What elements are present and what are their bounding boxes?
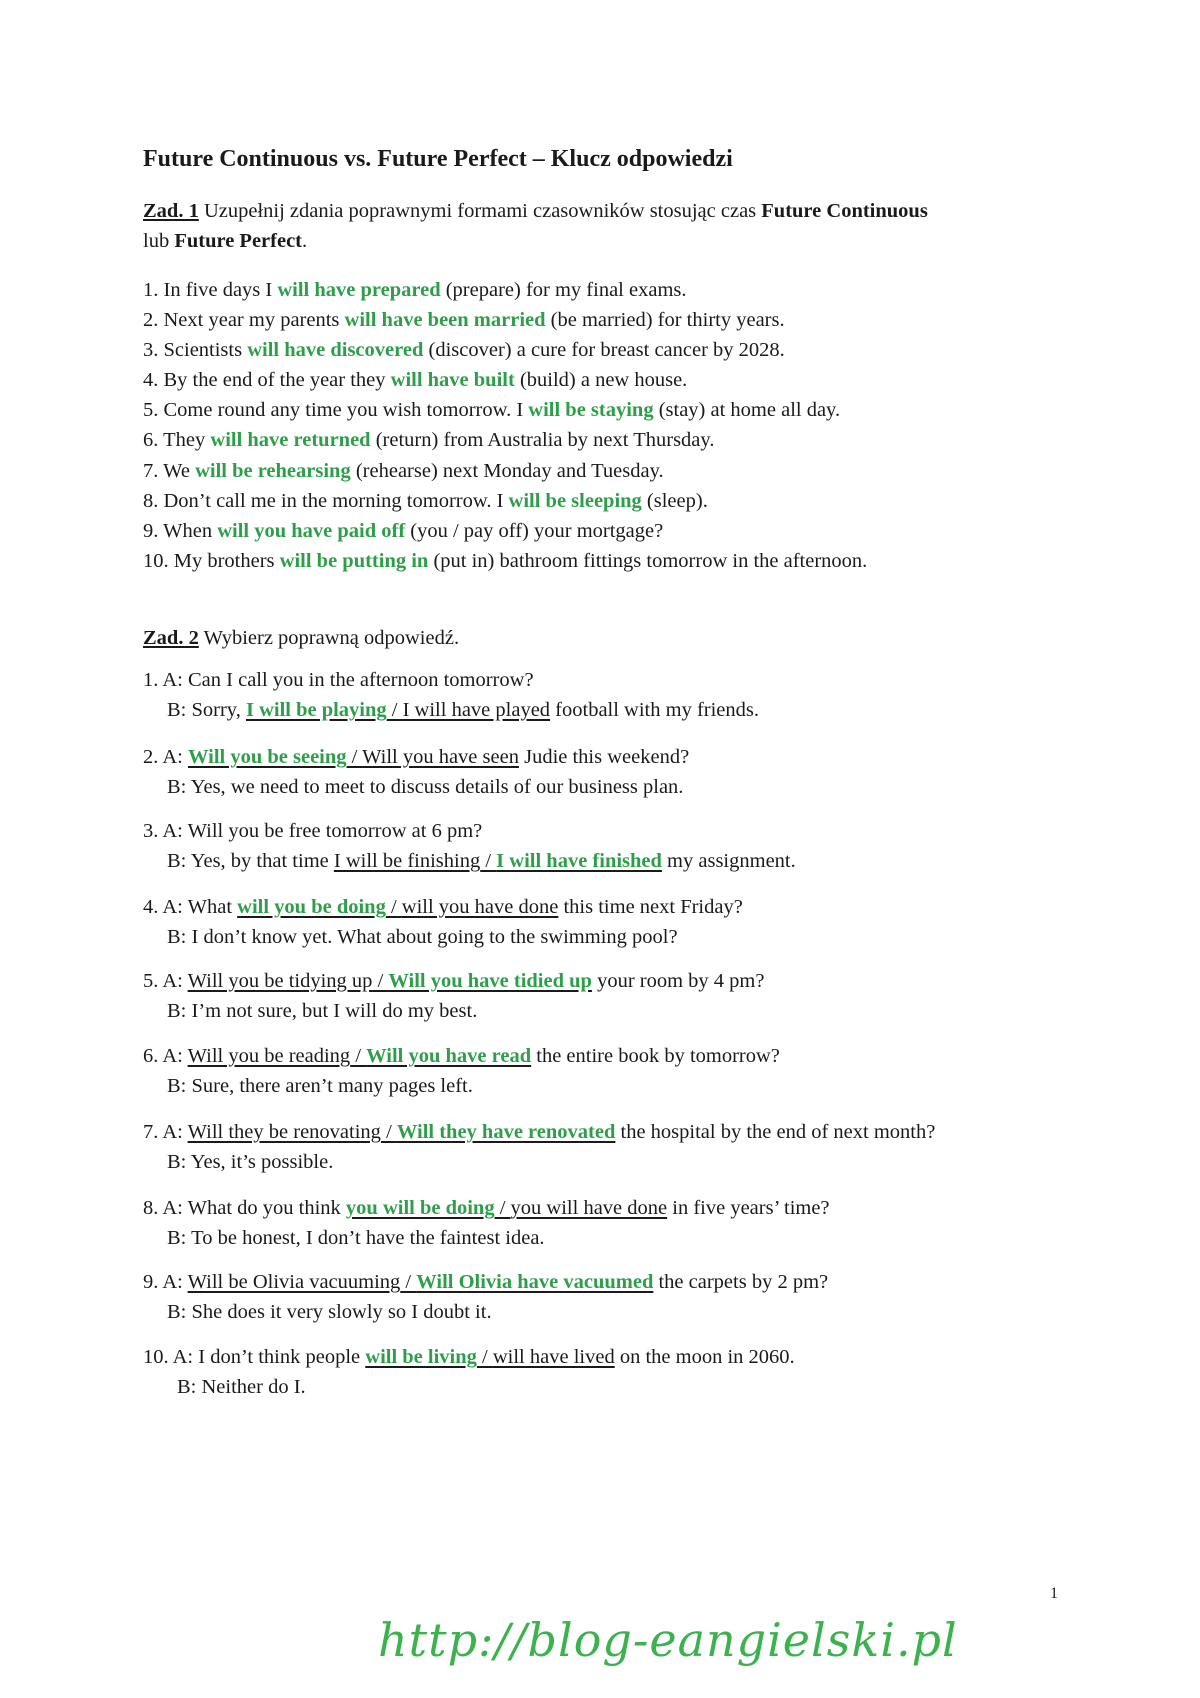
option: I will have played [402, 699, 551, 721]
answer-text: will you have paid off [217, 519, 406, 542]
item-text: (put in) bathroom fittings tomorrow in the afternoon. [428, 549, 868, 572]
speaker-b-line [143, 772, 689, 802]
answer-options [188, 1271, 654, 1293]
answer-text: will have discovered [247, 339, 424, 362]
exercise-1-label: Zad. 1 [143, 200, 199, 222]
item-text: 3. Scientists [143, 339, 248, 362]
exercise-2-item [143, 1193, 830, 1253]
correct-option: will you be doing [237, 896, 386, 918]
line-text: 5. A: [143, 970, 188, 992]
option-separator: / [480, 850, 497, 872]
correct-option: I will have finished [496, 850, 662, 872]
speaker-a-line [143, 816, 796, 846]
page-number: 1 [1050, 1585, 1058, 1602]
answer-text: will be rehearsing [195, 459, 351, 482]
answer-options [346, 1197, 667, 1219]
item-text: (be married) for thirty years. [545, 309, 785, 332]
line-text: 9. A: [143, 1271, 188, 1293]
line-text: B: She does it very slowly so I doubt it. [167, 1301, 492, 1323]
exercise-2-item [143, 1117, 935, 1177]
item-text: (you / pay off) your mortgage? [405, 519, 664, 542]
line-text: 6. A: [143, 1045, 188, 1067]
exercise-1-item [143, 425, 867, 455]
line-text: B: I’m not sure, but I will do my best. [167, 1000, 478, 1022]
speaker-a-line [143, 892, 743, 922]
answer-options [188, 970, 592, 992]
exercise-1-list [143, 275, 867, 576]
item-text: (sleep). [641, 489, 708, 512]
item-text: 8. Don’t call me in the morning tomorrow. I [143, 489, 509, 512]
speaker-a-line [143, 966, 764, 996]
option: will have lived [492, 1346, 615, 1368]
exercise-2-item [143, 1267, 828, 1327]
option-separator: / [372, 970, 389, 992]
exercise-1-item [143, 486, 867, 516]
line-text: 4. A: What [143, 896, 238, 918]
line-text: B: Sorry, [167, 699, 246, 721]
speaker-b-line [143, 1147, 935, 1177]
exercise-2-item [143, 966, 764, 1026]
answer-text: will be staying [528, 399, 654, 422]
line-text: the entire book by tomorrow? [531, 1045, 780, 1067]
answer-text: will have returned [210, 429, 371, 452]
answer-options [237, 896, 558, 918]
option-separator: / [385, 896, 402, 918]
option-separator: / [346, 746, 363, 768]
answer-text: will have been married [344, 309, 546, 332]
exercise-1-item [143, 305, 867, 335]
option-separator: / [380, 1121, 397, 1143]
exercise-2-item [143, 816, 796, 876]
item-text: 6. They [143, 429, 211, 452]
exercise-1-instruction-or: lub [143, 230, 175, 252]
line-text: this time next Friday? [558, 896, 743, 918]
answer-options [188, 746, 519, 768]
line-text: B: Sure, there aren’t many pages left. [167, 1075, 473, 1097]
exercise-2-item [143, 892, 743, 952]
speaker-b-line [143, 922, 743, 952]
option-separator: / [350, 1045, 367, 1067]
item-text: 10. My brothers [143, 549, 280, 572]
answer-options [188, 1121, 616, 1143]
item-text: 5. Come round any time you wish tomorrow. I [143, 399, 529, 422]
option-separator: / [386, 699, 403, 721]
exercise-1-item [143, 546, 867, 576]
exercise-2-item [143, 742, 689, 802]
option-separator: / [476, 1346, 493, 1368]
option: Will be Olivia vacuuming [187, 1271, 401, 1293]
exercise-2-item [143, 1342, 795, 1402]
line-text: 1. A: Can I call you in the afternoon tomorrow? [143, 669, 534, 691]
blog-url-text: http://blog-eangielski.pl [378, 1613, 958, 1667]
line-text: B: Yes, we need to meet to discuss details of our business plan. [167, 776, 684, 798]
line-text: B: Neither do I. [177, 1376, 306, 1398]
answer-text: will have built [390, 369, 515, 392]
item-text: (stay) at home all day. [653, 399, 841, 422]
exercise-2-item [143, 665, 759, 725]
line-text: football with my friends. [550, 699, 760, 721]
tense-future-perfect: Future Perfect [174, 230, 303, 252]
exercise-2-instruction [143, 623, 1083, 653]
line-text: my assignment. [661, 850, 796, 872]
line-text: 7. A: [143, 1121, 188, 1143]
item-text: 2. Next year my parents [143, 309, 345, 332]
item-text: 1. In five days I [143, 279, 278, 301]
tense-future-continuous: Future Continuous [761, 200, 928, 222]
exercise-1-item [143, 516, 867, 546]
item-text: (rehearse) next Monday and Tuesday. [350, 459, 664, 482]
exercise-1-instruction [143, 196, 1083, 256]
line-text: B: Yes, by that time [167, 850, 334, 872]
speaker-a-line [143, 1342, 795, 1372]
answer-options [334, 850, 662, 872]
exercise-2-item [143, 1041, 780, 1101]
speaker-a-line [143, 1117, 935, 1147]
page-title: Future Continuous vs. Future Perfect – Klucz odpowiedzi [143, 146, 733, 172]
answer-options [365, 1346, 614, 1368]
option: Will you be reading [187, 1045, 351, 1067]
answer-text: will be putting in [279, 549, 429, 572]
option-separator: / [494, 1197, 511, 1219]
line-text: the carpets by 2 pm? [653, 1271, 829, 1293]
line-text: your room by 4 pm? [591, 970, 765, 992]
line-text: B: To be honest, I don’t have the faintest idea. [167, 1227, 545, 1249]
correct-option: Will you have tidied up [388, 970, 592, 992]
item-text: 7. We [143, 459, 196, 482]
speaker-a-line [143, 1041, 780, 1071]
exercise-1-item [143, 365, 867, 395]
answer-options [246, 699, 550, 721]
correct-option: will be living [365, 1346, 477, 1368]
line-text: 2. A: [143, 746, 188, 768]
correct-option: Will they have renovated [396, 1121, 616, 1143]
item-text: (prepare) for my final exams. [440, 279, 687, 301]
speaker-a-line [143, 1193, 830, 1223]
option: will you have done [401, 896, 559, 918]
speaker-a-line [143, 665, 759, 695]
correct-option: Will you be seeing [188, 746, 347, 768]
speaker-a-line [143, 742, 689, 772]
line-text: 8. A: What do you think [143, 1197, 346, 1219]
item-text: 4. By the end of the year they [143, 369, 391, 392]
speaker-b-line [143, 846, 796, 876]
exercise-1-instruction-end: . [302, 230, 308, 252]
line-text: the hospital by the end of next month? [615, 1121, 936, 1143]
exercise-1-item [143, 395, 867, 425]
speaker-b-line [143, 1372, 795, 1402]
answer-text: will have prepared [277, 279, 441, 301]
line-text: B: Yes, it’s possible. [167, 1151, 334, 1173]
line-text: in five years’ time? [667, 1197, 830, 1219]
speaker-b-line [143, 695, 759, 725]
exercise-1-item [143, 456, 867, 486]
item-text: (discover) a cure for breast cancer by 2028. [423, 339, 785, 362]
item-text: 9. When [143, 519, 218, 542]
blog-logo [378, 1598, 958, 1678]
line-text: Judie this weekend? [518, 746, 690, 768]
exercise-1-item [143, 335, 867, 365]
line-text: on the moon in 2060. [614, 1346, 795, 1368]
speaker-b-line [143, 1223, 830, 1253]
speaker-b-line [143, 996, 764, 1026]
option: I will be finishing [333, 850, 481, 872]
line-text: 3. A: Will you be free tomorrow at 6 pm? [143, 820, 483, 842]
exercise-2-instruction-text: Wybierz poprawną odpowiedź. [198, 627, 460, 649]
exercise-1-instruction-text: Uzupełnij zdania poprawnymi formami czasowników stosując czas [198, 200, 762, 222]
option: you will have done [510, 1197, 668, 1219]
line-text: B: I don’t know yet. What about going to the swimming pool? [167, 926, 678, 948]
option: Will they be renovating [187, 1121, 381, 1143]
line-text: 10. A: I don’t think people [143, 1346, 366, 1368]
correct-option: Will you have read [366, 1045, 532, 1067]
speaker-b-line [143, 1297, 828, 1327]
item-text: (build) a new house. [514, 369, 688, 392]
option-separator: / [400, 1271, 417, 1293]
speaker-a-line [143, 1267, 828, 1297]
option: Will you have seen [362, 746, 519, 768]
speaker-b-line [143, 1071, 780, 1101]
answer-text: will be sleeping [508, 489, 642, 512]
item-text: (return) from Australia by next Thursday. [370, 429, 715, 452]
answer-options [188, 1045, 532, 1067]
correct-option: Will Olivia have vacuumed [416, 1271, 654, 1293]
exercise-2-label: Zad. 2 [143, 627, 199, 649]
exercise-1-item [143, 275, 867, 305]
option: Will you be tidying up [187, 970, 373, 992]
correct-option: you will be doing [345, 1197, 495, 1219]
correct-option: I will be playing [245, 699, 387, 721]
